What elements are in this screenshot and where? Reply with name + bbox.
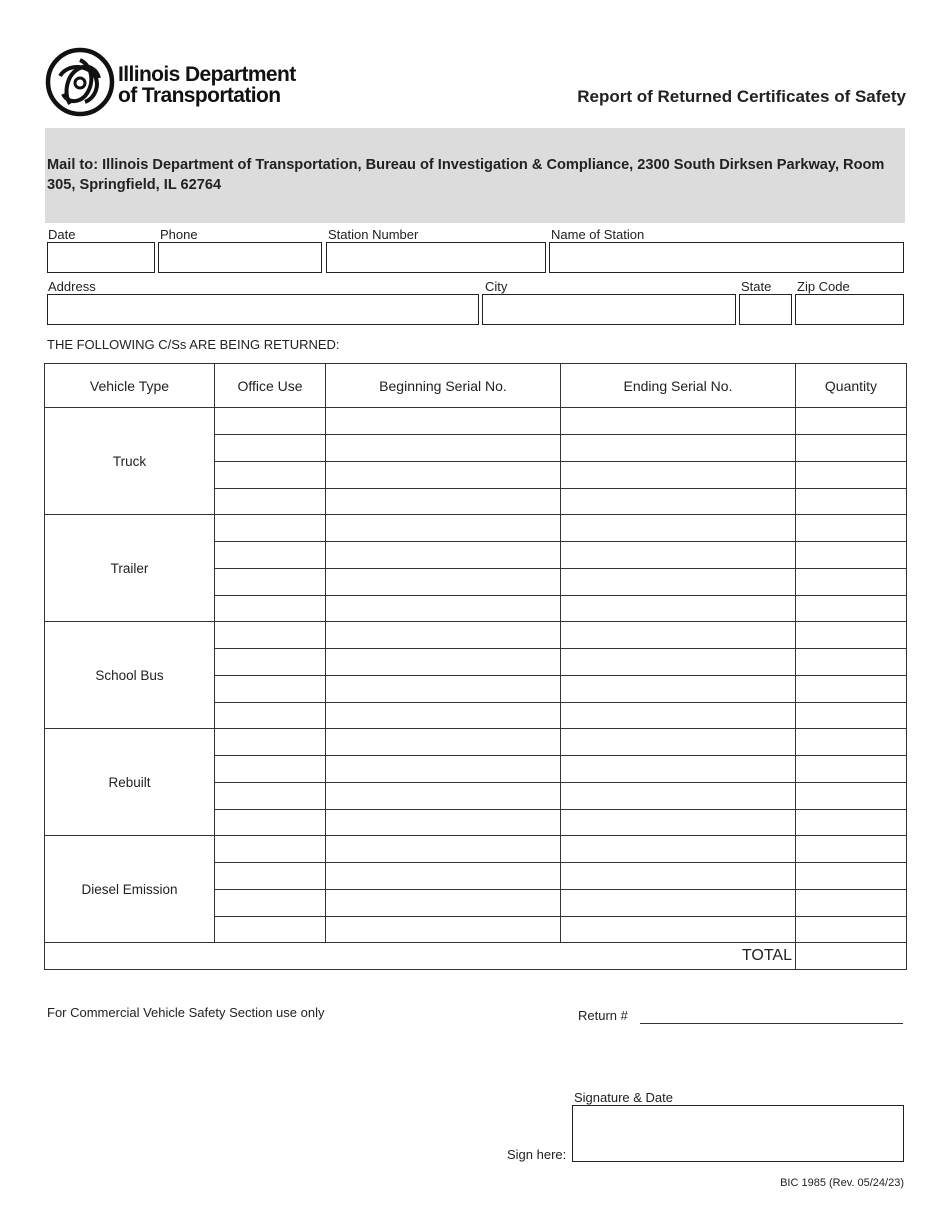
ending-serial-cell[interactable]	[561, 408, 796, 435]
beginning-serial-cell[interactable]	[326, 435, 561, 462]
ending-serial-cell[interactable]	[561, 515, 796, 542]
beginning-serial-cell[interactable]	[326, 863, 561, 890]
agency-name-line2: of Transportation	[118, 84, 281, 107]
total-row	[45, 943, 907, 970]
agency-name-line1: Illinois Department	[118, 63, 296, 86]
header-office-use: Office Use	[215, 364, 326, 408]
header-beginning-serial: Beginning Serial No.	[326, 364, 561, 408]
quantity-cell[interactable]	[796, 836, 907, 863]
station-name-label: Name of Station	[551, 227, 645, 242]
beginning-serial-cell[interactable]	[326, 515, 561, 542]
phone-field[interactable]	[158, 242, 322, 273]
page-title: Report of Returned Certificates of Safety	[577, 87, 906, 106]
total-label: TOTAL	[45, 943, 796, 970]
table-row	[45, 515, 907, 542]
station-name-field[interactable]	[549, 242, 904, 273]
idot-emblem-icon	[45, 46, 115, 118]
office-use-cell[interactable]	[215, 488, 326, 515]
ending-serial-cell[interactable]	[561, 782, 796, 809]
beginning-serial-cell[interactable]	[326, 836, 561, 863]
vehicle-type-cell: Rebuilt	[45, 729, 215, 836]
office-use-cell[interactable]	[215, 515, 326, 542]
quantity-cell[interactable]	[796, 435, 907, 462]
office-use-cell[interactable]	[215, 649, 326, 676]
beginning-serial-cell[interactable]	[326, 408, 561, 435]
ending-serial-cell[interactable]	[561, 649, 796, 676]
quantity-cell[interactable]	[796, 595, 907, 622]
ending-serial-cell[interactable]	[561, 675, 796, 702]
ending-serial-cell[interactable]	[561, 702, 796, 729]
beginning-serial-cell[interactable]	[326, 542, 561, 569]
quantity-cell[interactable]	[796, 461, 907, 488]
office-use-cell[interactable]	[215, 729, 326, 756]
beginning-serial-cell[interactable]	[326, 756, 561, 783]
beginning-serial-cell[interactable]	[326, 809, 561, 836]
date-label: Date	[48, 227, 76, 242]
office-use-cell[interactable]	[215, 461, 326, 488]
quantity-cell[interactable]	[796, 916, 907, 943]
office-use-cell[interactable]	[215, 756, 326, 783]
ending-serial-cell[interactable]	[561, 461, 796, 488]
returned-certificates-table	[44, 363, 907, 970]
office-use-cell[interactable]	[215, 836, 326, 863]
table-row	[45, 729, 907, 756]
header-vehicle-type: Vehicle Type	[45, 364, 215, 408]
office-use-cell[interactable]	[215, 675, 326, 702]
beginning-serial-cell[interactable]	[326, 889, 561, 916]
city-label: City	[485, 279, 508, 294]
beginning-serial-cell[interactable]	[326, 702, 561, 729]
address-field[interactable]	[47, 294, 479, 325]
zip-field[interactable]	[795, 294, 904, 325]
ending-serial-cell[interactable]	[561, 435, 796, 462]
quantity-cell[interactable]	[796, 782, 907, 809]
phone-label: Phone	[160, 227, 198, 242]
station-number-field[interactable]	[326, 242, 546, 273]
beginning-serial-cell[interactable]	[326, 461, 561, 488]
office-use-cell[interactable]	[215, 916, 326, 943]
quantity-cell[interactable]	[796, 622, 907, 649]
quantity-cell[interactable]	[796, 515, 907, 542]
table-header-row	[45, 364, 907, 408]
office-use-cell[interactable]	[215, 542, 326, 569]
beginning-serial-cell[interactable]	[326, 916, 561, 943]
signature-date-label: Signature & Date	[574, 1090, 674, 1105]
ending-serial-cell[interactable]	[561, 729, 796, 756]
quantity-cell[interactable]	[796, 729, 907, 756]
beginning-serial-cell[interactable]	[326, 782, 561, 809]
date-field[interactable]	[47, 242, 155, 273]
mail-to-address: Mail to: Illinois Department of Transportation, Bureau of Investigation & Compliance, 2300 South Dirksen Parkway, Room 305, Springfield, IL 62764	[47, 157, 885, 193]
ending-serial-cell[interactable]	[561, 595, 796, 622]
table-row	[45, 622, 907, 649]
idot-logo	[45, 46, 115, 118]
ending-serial-cell[interactable]	[561, 542, 796, 569]
quantity-cell[interactable]	[796, 649, 907, 676]
ending-serial-cell[interactable]	[561, 809, 796, 836]
ending-serial-cell[interactable]	[561, 488, 796, 515]
office-use-cell[interactable]	[215, 568, 326, 595]
form-id: BIC 1985 (Rev. 05/24/23)	[780, 1177, 904, 1189]
header-ending-serial: Ending Serial No.	[561, 364, 796, 408]
beginning-serial-cell[interactable]	[326, 568, 561, 595]
zip-label: Zip Code	[797, 279, 850, 294]
beginning-serial-cell[interactable]	[326, 729, 561, 756]
office-use-cell[interactable]	[215, 435, 326, 462]
quantity-cell[interactable]	[796, 756, 907, 783]
quantity-cell[interactable]	[796, 488, 907, 515]
ending-serial-cell[interactable]	[561, 863, 796, 890]
beginning-serial-cell[interactable]	[326, 622, 561, 649]
signature-field[interactable]	[572, 1105, 904, 1162]
office-use-cell[interactable]	[215, 702, 326, 729]
cvs-use-only-note: For Commercial Vehicle Safety Section use only	[47, 1005, 325, 1020]
office-use-cell[interactable]	[215, 408, 326, 435]
ending-serial-cell[interactable]	[561, 836, 796, 863]
agency-name	[118, 64, 296, 106]
state-field[interactable]	[739, 294, 792, 325]
sign-here-label: Sign here:	[507, 1147, 567, 1162]
quantity-cell[interactable]	[796, 702, 907, 729]
office-use-cell[interactable]	[215, 809, 326, 836]
office-use-cell[interactable]	[215, 622, 326, 649]
quantity-cell[interactable]	[796, 675, 907, 702]
address-label: Address	[48, 279, 96, 294]
vehicle-type-cell: Trailer	[45, 515, 215, 622]
quantity-cell[interactable]	[796, 809, 907, 836]
beginning-serial-cell[interactable]	[326, 649, 561, 676]
return-number-line[interactable]	[640, 1023, 903, 1024]
quantity-cell[interactable]	[796, 542, 907, 569]
ending-serial-cell[interactable]	[561, 568, 796, 595]
vehicle-type-cell: Diesel Emission	[45, 836, 215, 943]
ending-serial-cell[interactable]	[561, 622, 796, 649]
office-use-cell[interactable]	[215, 782, 326, 809]
quantity-cell[interactable]	[796, 889, 907, 916]
vehicle-type-cell: Truck	[45, 408, 215, 515]
ending-serial-cell[interactable]	[561, 889, 796, 916]
beginning-serial-cell[interactable]	[326, 675, 561, 702]
state-label: State	[741, 279, 772, 294]
quantity-cell[interactable]	[796, 568, 907, 595]
ending-serial-cell[interactable]	[561, 916, 796, 943]
beginning-serial-cell[interactable]	[326, 595, 561, 622]
quantity-cell[interactable]	[796, 863, 907, 890]
vehicle-type-cell: School Bus	[45, 622, 215, 729]
office-use-cell[interactable]	[215, 863, 326, 890]
office-use-cell[interactable]	[215, 889, 326, 916]
ending-serial-cell[interactable]	[561, 756, 796, 783]
quantity-cell[interactable]	[796, 408, 907, 435]
table-row	[45, 408, 907, 435]
station-number-label: Station Number	[328, 227, 419, 242]
office-use-cell[interactable]	[215, 595, 326, 622]
table-row	[45, 836, 907, 863]
city-field[interactable]	[482, 294, 736, 325]
return-number-label: Return #	[578, 1008, 628, 1023]
beginning-serial-cell[interactable]	[326, 488, 561, 515]
returned-section-heading: THE FOLLOWING C/Ss ARE BEING RETURNED:	[47, 337, 340, 352]
total-quantity-cell[interactable]	[796, 943, 907, 970]
header-quantity: Quantity	[796, 364, 907, 408]
